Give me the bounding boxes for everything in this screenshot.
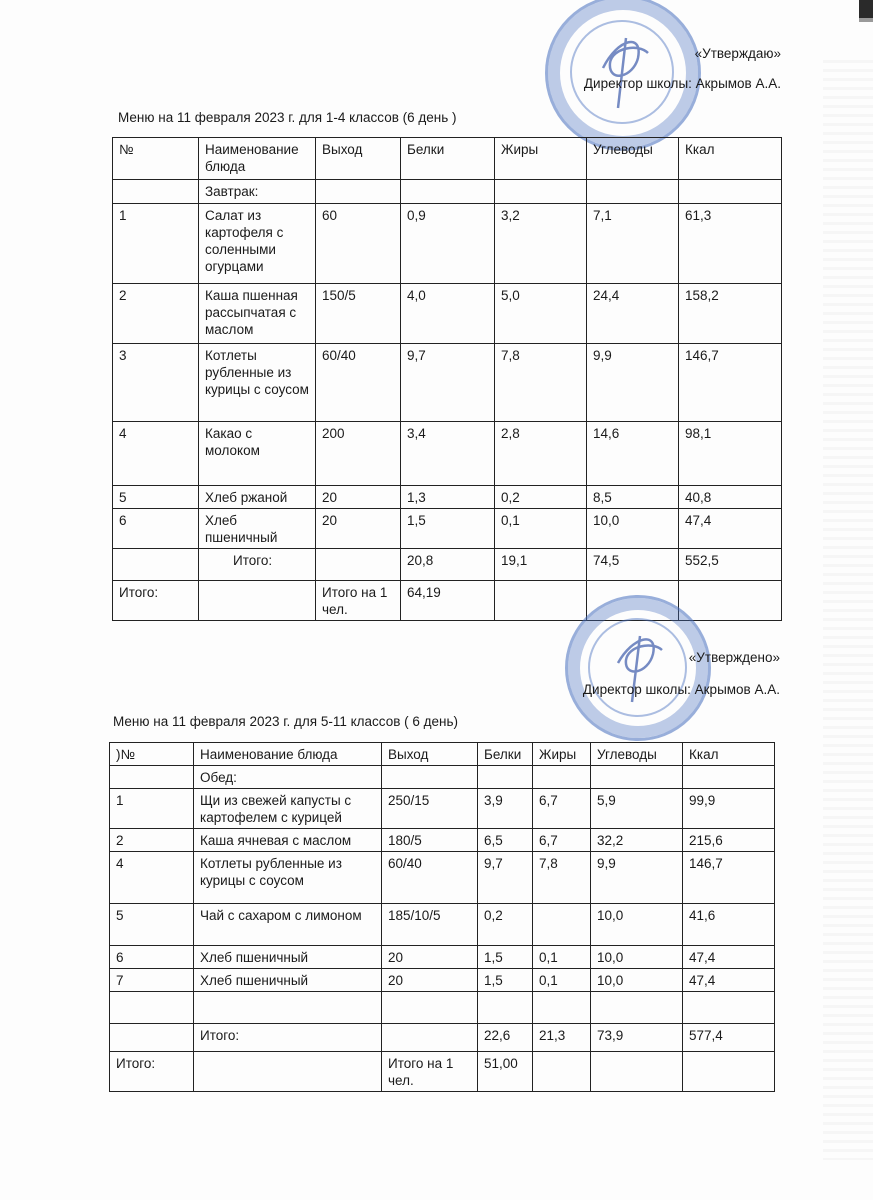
header-cell: Ккал [679,138,782,180]
header-cell: Жиры [533,743,591,766]
total-label: Итого: [110,1052,194,1092]
approval-line-1: «Утверждаю» [694,46,781,61]
header-cell: )№ [110,743,194,766]
table-row: 1 Щи из свежей капусты с картофелем с курицей 250/15 3,9 6,7 5,9 99,9 [110,789,775,829]
per-person-value: 64,19 [401,581,495,621]
section-label: Обед: [194,766,382,789]
table-row: 7 Хлеб пшеничный 20 1,5 0,1 10,0 47,4 [110,969,775,992]
approval-line-1: «Утверждено» [688,650,780,665]
header-cell: Ккал [683,743,775,766]
table-header-row [110,743,775,766]
scan-noise [823,60,873,1160]
approval-line-2: Директор школы: Акрымов А.А. [583,76,781,91]
menu-title-2: Меню на 11 февраля 2023 г. для 5-11 классов ( 6 день) [113,714,459,729]
table-row: 6 Хлеб пшеничный 20 1,5 0,1 10,0 47,4 [113,509,782,549]
menu-table-2 [109,742,775,1092]
table-header-row [113,138,782,180]
subtotal-row: Итого: 22,6 21,3 73,9 577,4 [110,1024,775,1052]
table-row: 2 Каша ячневая с маслом 180/5 6,5 6,7 32,2 215,6 [110,829,775,852]
total-row [110,1052,775,1092]
per-person-label: Итого на 1 чел. [382,1052,478,1092]
header-cell: Белки [478,743,533,766]
table-row: 6 Хлеб пшеничный 20 1,5 0,1 10,0 47,4 [110,946,775,969]
approval-line-2: Директор школы: Акрымов А.А. [582,682,780,697]
header-cell: Белки [401,138,495,180]
table-row: 5 Чай с сахаром с лимоном 185/10/5 0,2 10,0 41,6 [110,904,775,946]
subtotal-row: Итого: 20,8 19,1 74,5 552,5 [113,549,782,581]
header-cell: Жиры [495,138,587,180]
table-row: 3 Котлеты рубленные из курицы с соусом 60/40 9,7 7,8 9,9 146,7 [113,344,782,422]
header-cell: Наименование блюда [194,743,382,766]
menu-title-1: Меню на 11 февраля 2023 г. для 1-4 классов (6 день ) [118,110,457,125]
page-edge-scan-mark [859,0,873,40]
header-cell: Выход [382,743,478,766]
approval-block-1 [584,44,781,94]
table-row: 1 Салат из картофеля с соленными огурцами 60 0,9 3,2 7,1 61,3 [113,204,782,284]
subtotal-label: Итого: [199,549,316,581]
section-row [110,766,775,789]
per-person-value: 51,00 [478,1052,533,1092]
approval-block-2 [583,648,780,700]
table-row: 4 Котлеты рубленные из курицы с соусом 60/40 9,7 7,8 9,9 146,7 [110,852,775,904]
header-cell: № [113,138,199,180]
empty-row [110,992,775,1024]
subtotal-label: Итого: [194,1024,382,1052]
menu-table-1 [112,137,782,621]
table-row: 5 Хлеб ржаной 20 1,3 0,2 8,5 40,8 [113,486,782,509]
header-cell: Углеводы [587,138,679,180]
section-row [113,180,782,204]
total-label: Итого: [113,581,199,621]
section-label: Завтрак: [199,180,316,204]
table-row: 2 Каша пшенная рассыпчатая с маслом 150/5 4,0 5,0 24,4 158,2 [113,284,782,344]
header-cell: Углеводы [591,743,683,766]
per-person-label: Итого на 1 чел. [316,581,401,621]
header-cell: Выход [316,138,401,180]
table-row: 4 Какао с молоком 200 3,4 2,8 14,6 98,1 [113,422,782,486]
header-cell: Наименование блюда [199,138,316,180]
